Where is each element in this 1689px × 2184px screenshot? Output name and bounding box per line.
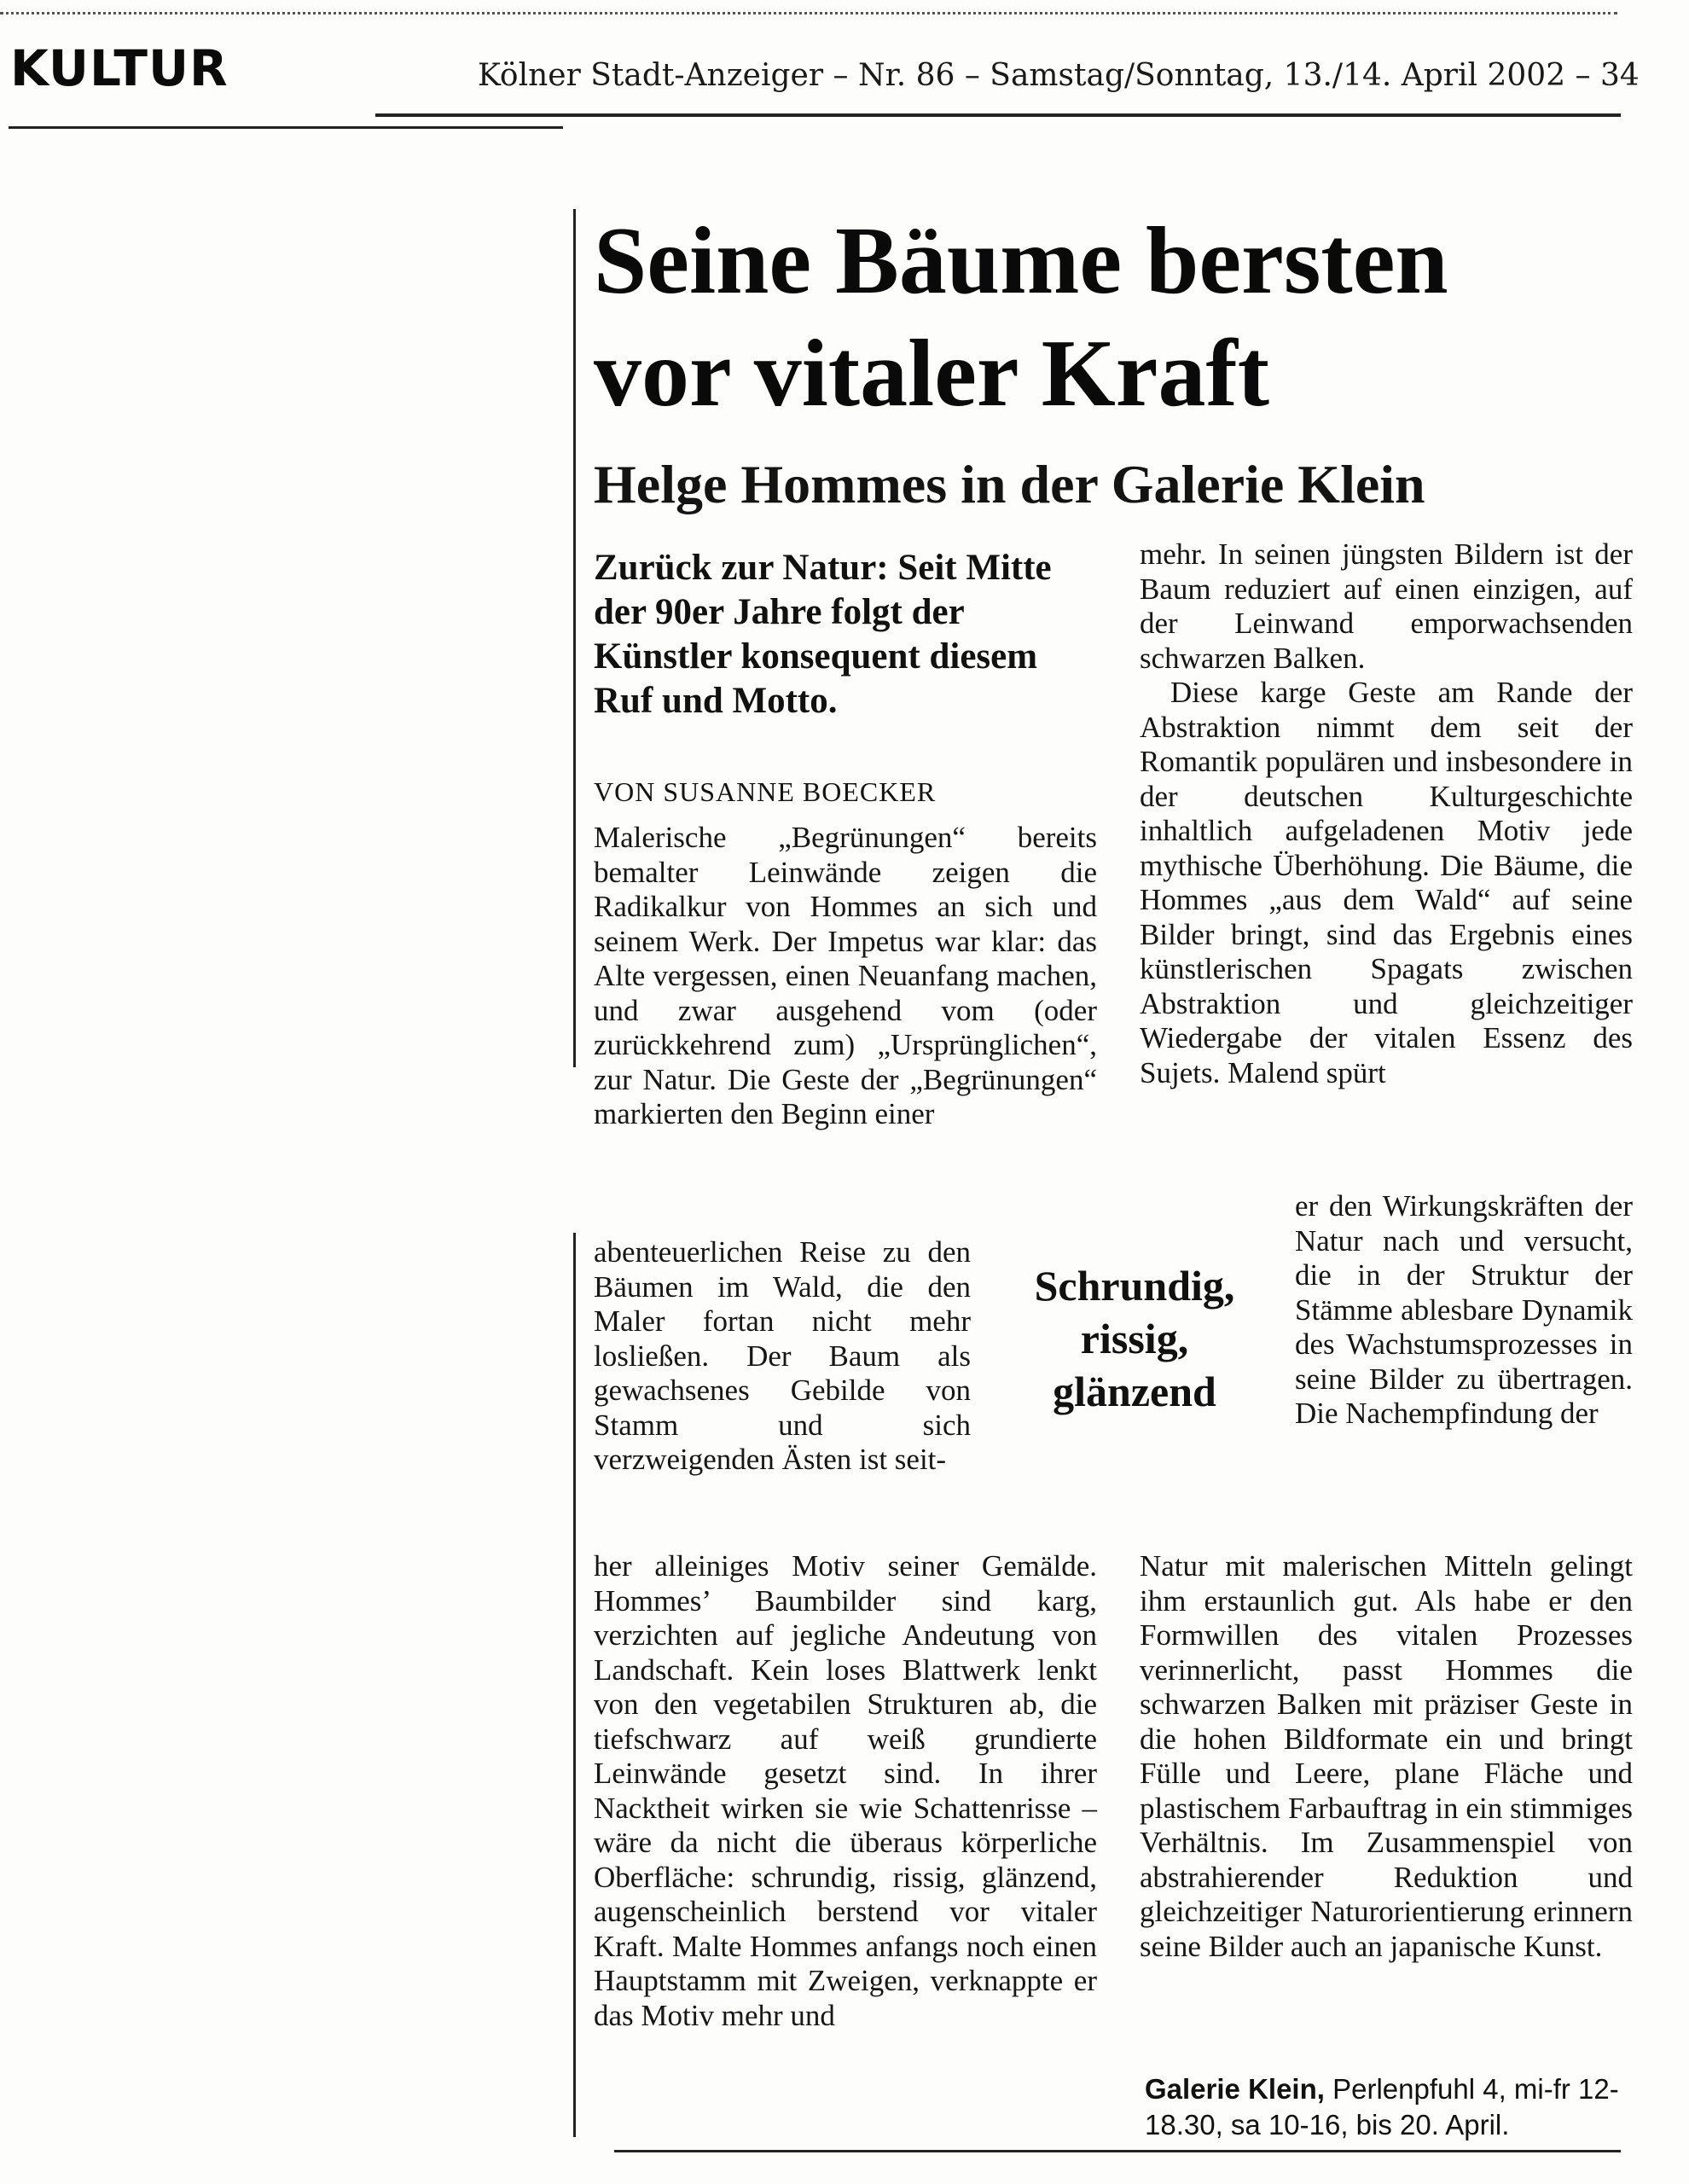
gallery-name: Galerie Klein, [1145,2073,1325,2105]
body-column-1-wrap [594,1235,971,1478]
body-paragraph-wrap: er den Wirkungskräften der Natur nach und versucht, die in der Struktur der Stämme ablesbare Dynamik des Wachstumsprozesses in seine Bilder zu übertragen. Die Nachempfindung der [1295,1189,1633,1430]
top-dotted-rule [0,12,1617,15]
body-column-1-top [594,821,1097,1132]
bottom-rule [614,2150,1621,2152]
body-column-1-bottom [594,1549,1097,2033]
body-column-2-bottom [1140,1549,1633,1964]
pull-quote [1007,1259,1262,1418]
body-paragraph: mehr. In seinen jüngsten Bildern ist der Baum reduziert auf einen einzigen, auf der Leinwand emporwachsenden schwarzen Balken. [1140,537,1633,675]
byline: VON SUSANNE BOECKER [594,776,937,807]
header-rule-right [375,113,1621,117]
body-paragraph: Malerische „Begrünungen“ bereits bemalter Leinwände zeigen die Radikalkur von Hommes an sich und seinem Werk. Der Impetus war klar: das Alte vergessen, einen Neuanfang machen, und zwar ausgehend vom (oder zurückkehrend zum) „Ursprünglichen“, zur Natur. Die Geste der „Begrünungen“ markierten den Beginn einer [594,821,1097,1130]
body-paragraph-end: Natur mit malerischen Mitteln gelingt ihm erstaunlich gut. Als habe er den Formwillen des vitalen Prozesses verinnerlicht, passt Hommes die schwarzen Balken mit präziser Geste in die hohen Bildformate ein und bringt Fülle und Leere, plane Fläche und plastischem Farbauftrag in ein stimmiges Verhältnis. Im Zusammenspiel von abstrahierender Reduktion und gleichzeitiger Naturorientierung erinnern seine Bilder auch an japanische Kunst. [1140,1549,1633,1963]
headline [594,205,1617,430]
pull-quote-line: glänzend [1053,1368,1216,1415]
article-left-rule [573,209,576,1067]
exhibition-info [1145,2071,1622,2143]
headline-line-1: Seine Bäume bersten [594,208,1448,314]
headline-line-2: vor vitaler Kraft [594,321,1270,427]
body-column-2-wrap [1295,1189,1633,1432]
lead-paragraph: Zurück zur Natur: Seit Mitte der 90er Jahre folgt der Künstler konsequent diesem Ruf und Motto. [594,548,1052,721]
section-label: KULTUR [10,39,229,97]
body-paragraph: Diese karge Geste am Rande der Abstraktion nimmt dem seit der Romantik populären und insbesondere in der deutschen Kulturgeschichte inhaltlich aufgeladenen Motiv jede mythische Überhöhung. Die Bäume, die Hommes „aus dem Wald“ auf seine Bilder bringt, sind das Ergebnis eines künstlerischen Spagats zwischen Abstraktion und gleichzeitiger Wiedergabe der vitalen Essenz des Sujets. Malend spürt [1140,676,1633,1089]
body-paragraph-wrap: abenteuerlichen Reise zu den Bäumen im Wald, die den Maler fortan nicht mehr losließen. Der Baum als gewachsenes Gebilde von Stamm und sich verzweigenden Ästen ist seit- [594,1235,971,1476]
header-rule-left [9,126,563,129]
masthead: Kölner Stadt-Anzeiger – Nr. 86 – Samstag/Sonntag, 13./14. April 2002 – 34 [478,58,1640,93]
article-left-rule-lower [573,1233,576,2137]
body-column-2-top [1140,537,1633,1090]
body-paragraph-end: her alleiniges Motiv seiner Gemälde. Hommes’ Baumbilder sind karg, verzichten auf jegliche Andeutung von Landschaft. Kein loses Blattwerk lenkt von den vegetabilen Strukturen ab, die tiefschwarz auf weiß grundierte Leinwände gesetzt sind. In ihrer Nacktheit wirken sie wie Schattenrisse – wäre da nicht die überaus körperliche Oberfläche: schrundig, rissig, glänzend, augenscheinlich berstend vor vitaler Kraft. Malte Hommes anfangs noch einen Hauptstamm mit Zweigen, verknappte er das Motiv mehr und [594,1549,1097,2032]
pull-quote-line: Schrundig, [1034,1262,1235,1310]
pull-quote-line: rissig, [1080,1315,1189,1362]
exhibition-details: Perlenpfuhl 4, mi-fr 12-18.30, sa 10-16, bis 20. April. [1145,2073,1619,2140]
subheadline: Helge Hommes in der Galerie Klein [594,454,1425,514]
